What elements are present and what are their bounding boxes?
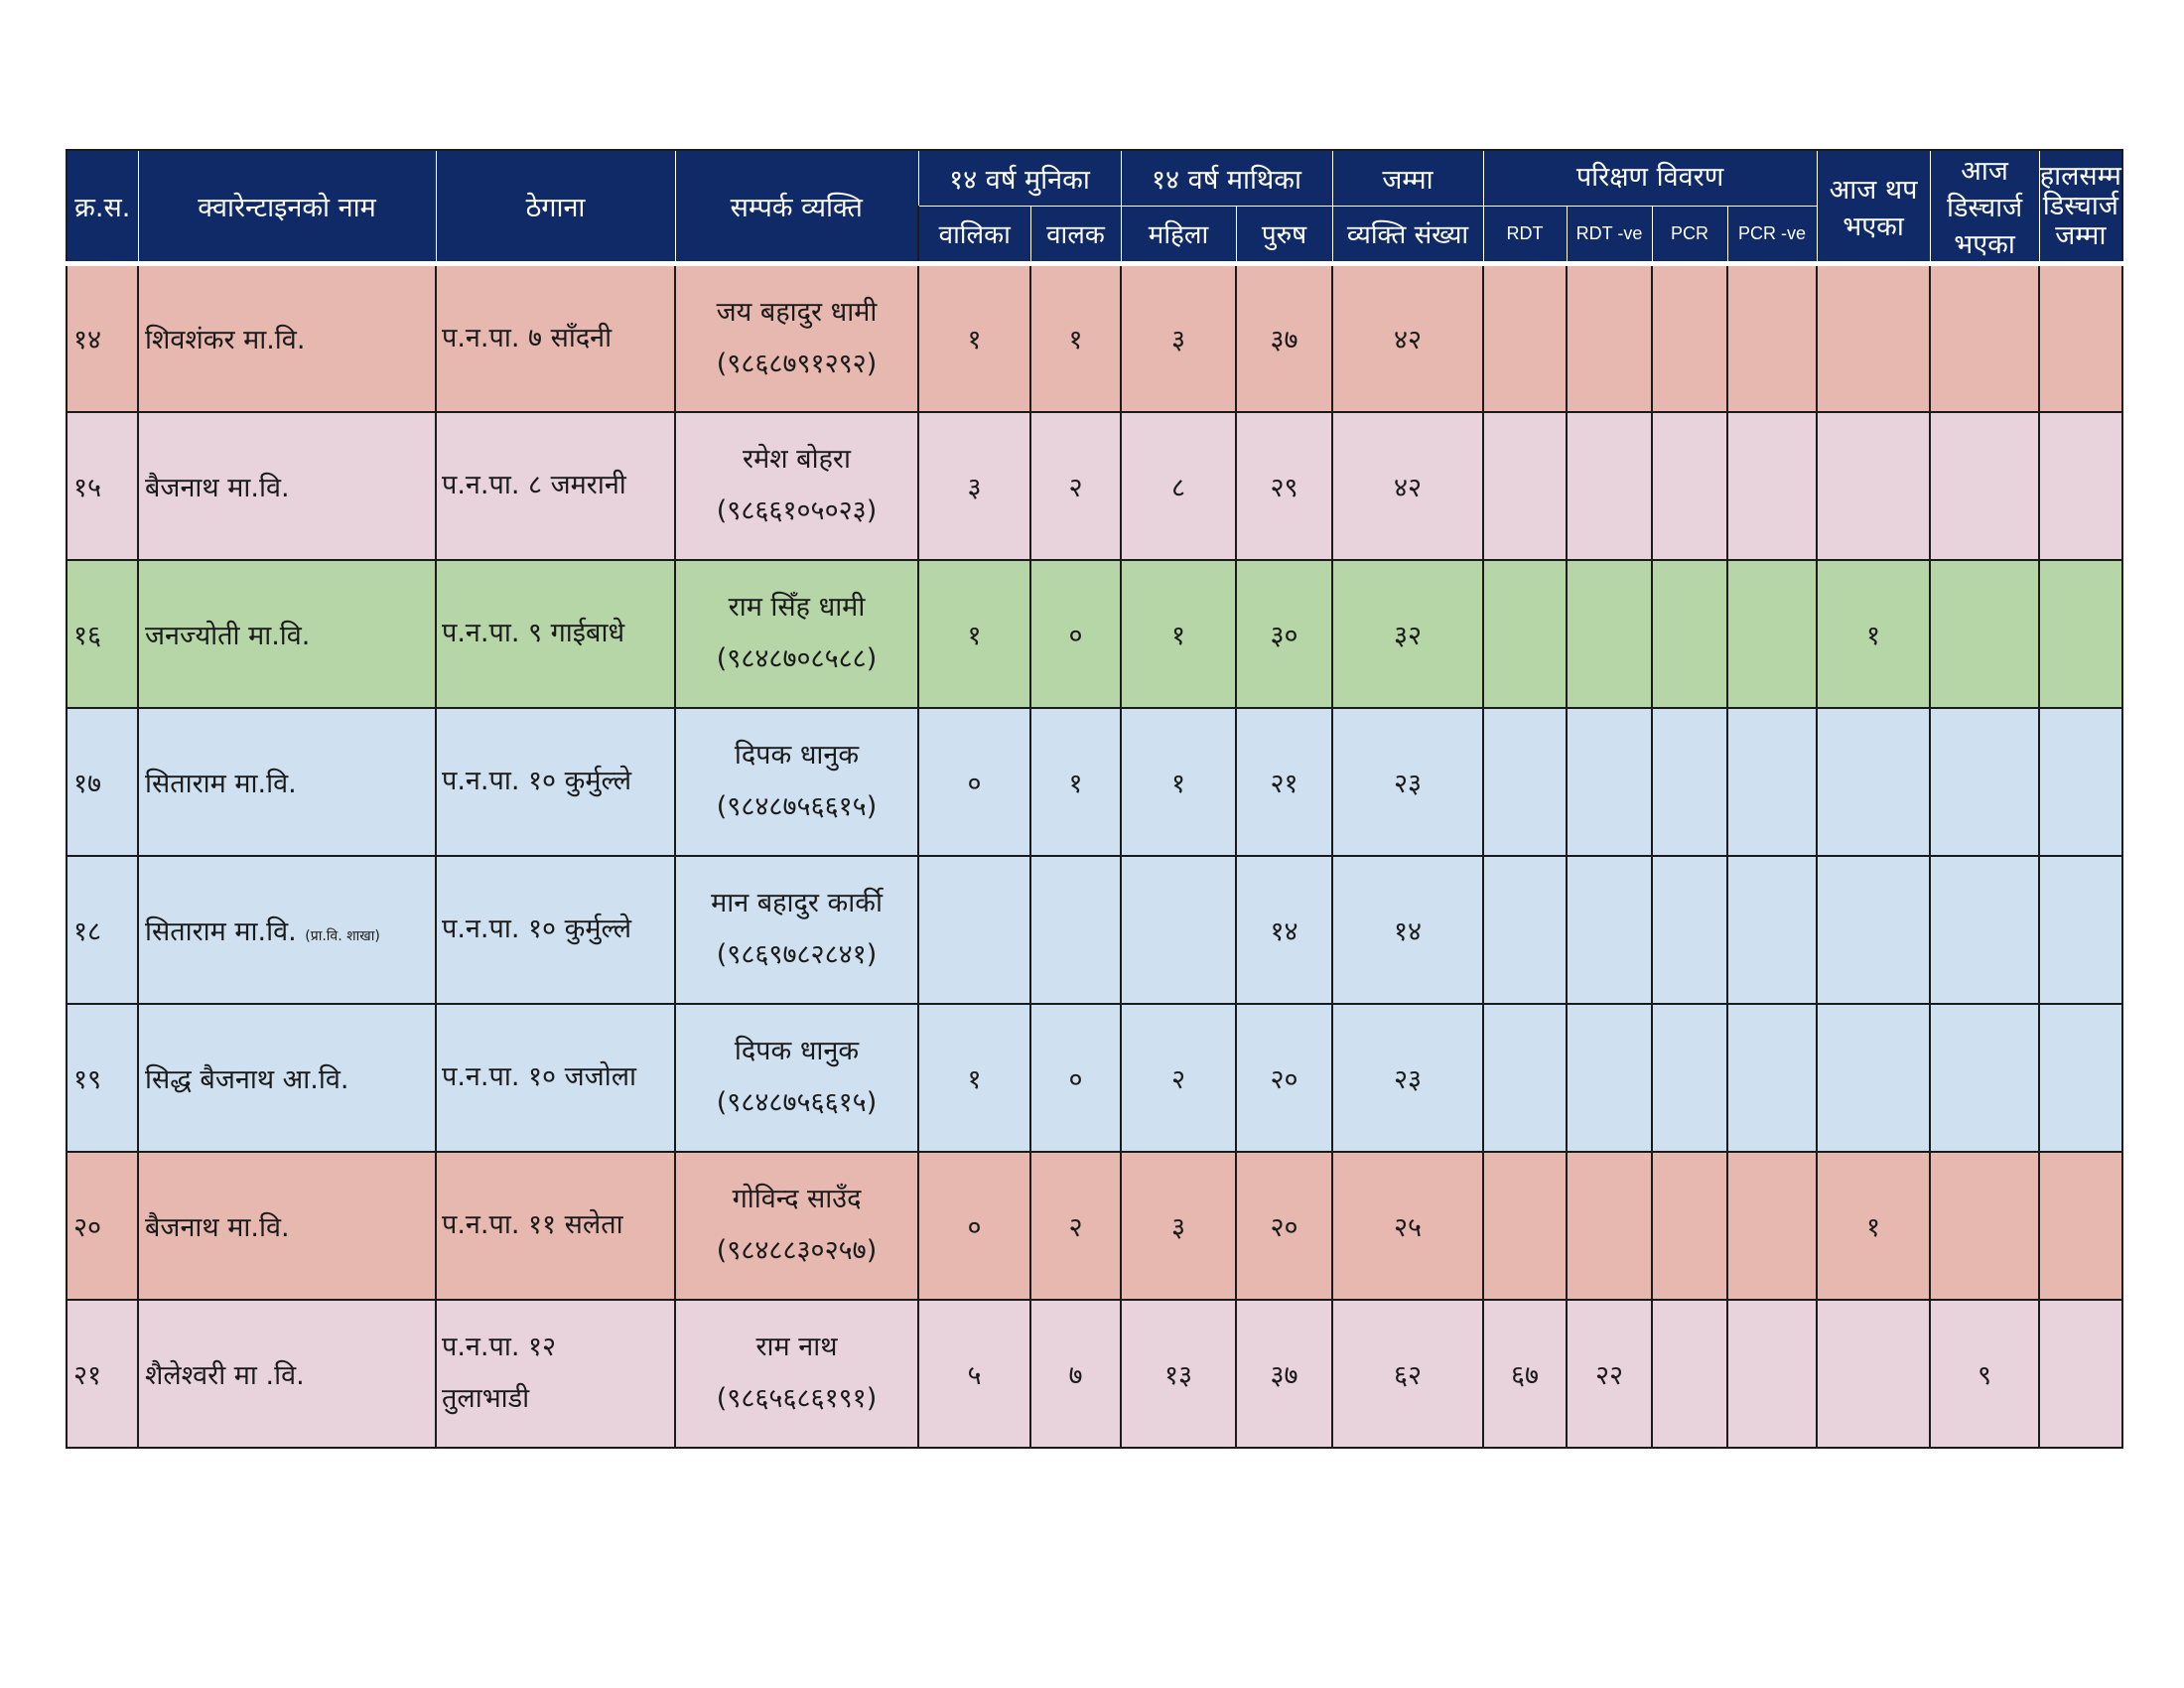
cell-contact xyxy=(675,412,918,560)
cell-contact xyxy=(675,264,918,412)
table-body xyxy=(67,264,2122,1448)
cell-pcr-neg xyxy=(1727,1300,1817,1448)
cell-rdt: ६७ xyxy=(1483,1300,1567,1448)
cell-quarantine-name xyxy=(138,1004,436,1152)
contact-name: राम सिँह धामी xyxy=(728,592,866,623)
cell-boys: २ xyxy=(1030,412,1121,560)
cell-girls: ० xyxy=(918,708,1030,856)
address-line1: प.न.पा. १० कुर्मुल्ले xyxy=(442,766,632,796)
header-added-today-line1: आज थप xyxy=(1829,174,1918,206)
cell-serial: २० xyxy=(67,1152,138,1300)
cell-pcr xyxy=(1652,1300,1727,1448)
cell-total: ३२ xyxy=(1332,560,1483,708)
header-discharged-total-line3: जम्मा xyxy=(2055,219,2107,251)
cell-pcr xyxy=(1652,560,1727,708)
cell-pcr-neg xyxy=(1727,708,1817,856)
cell-boys: १ xyxy=(1030,708,1121,856)
table-header xyxy=(67,150,2122,264)
cell-discharged-total xyxy=(2039,856,2122,1004)
cell-pcr-neg xyxy=(1727,856,1817,1004)
cell-girls: ३ xyxy=(918,412,1030,560)
cell-discharged-today xyxy=(1930,560,2039,708)
header-discharged-today-line1: आज डिस्चार्ज xyxy=(1947,156,2023,223)
contact-name: दिपक धानुक xyxy=(734,740,860,771)
cell-added-today xyxy=(1817,708,1930,856)
cell-girls: ० xyxy=(918,1152,1030,1300)
header-discharged-today-line2: भएका xyxy=(1954,229,2015,260)
cell-address xyxy=(436,264,675,412)
cell-discharged-total xyxy=(2039,1004,2122,1152)
header-women: महिला xyxy=(1121,206,1236,263)
cell-boys: ७ xyxy=(1030,1300,1121,1448)
header-pcr-neg: PCR -ve xyxy=(1727,206,1817,263)
cell-men: ३० xyxy=(1236,560,1332,708)
header-added-today xyxy=(1817,150,1930,264)
table-row xyxy=(67,412,2122,560)
quarantine-name-text: सिताराम मा.वि. xyxy=(145,915,297,947)
cell-women: १ xyxy=(1121,708,1236,856)
cell-pcr-neg xyxy=(1727,1004,1817,1152)
quarantine-name-text: जनज्योती मा.वि. xyxy=(145,620,311,651)
cell-women: ३ xyxy=(1121,264,1236,412)
cell-total: ४२ xyxy=(1332,412,1483,560)
cell-discharged-total xyxy=(2039,264,2122,412)
cell-boys: २ xyxy=(1030,1152,1121,1300)
cell-boys xyxy=(1030,856,1121,1004)
cell-address xyxy=(436,560,675,708)
cell-serial: १७ xyxy=(67,708,138,856)
cell-boys: ० xyxy=(1030,1004,1121,1152)
cell-contact xyxy=(675,856,918,1004)
table-row xyxy=(67,264,2122,412)
cell-serial: १८ xyxy=(67,856,138,1004)
table-row xyxy=(67,1152,2122,1300)
cell-quarantine-name xyxy=(138,708,436,856)
contact-name: दिपक धानुक xyxy=(734,1036,860,1066)
cell-rdt-neg xyxy=(1567,264,1652,412)
contact-name: गोविन्द साउँद xyxy=(732,1184,862,1214)
cell-men: ३७ xyxy=(1236,264,1332,412)
header-pcr: PCR xyxy=(1652,206,1727,263)
quarantine-table xyxy=(66,149,2123,1449)
cell-address xyxy=(436,856,675,1004)
cell-boys: १ xyxy=(1030,264,1121,412)
cell-total: ६२ xyxy=(1332,1300,1483,1448)
cell-quarantine-name xyxy=(138,1152,436,1300)
cell-serial: १६ xyxy=(67,560,138,708)
cell-rdt-neg xyxy=(1567,560,1652,708)
table-row xyxy=(67,1004,2122,1152)
cell-rdt xyxy=(1483,856,1567,1004)
cell-total: २३ xyxy=(1332,708,1483,856)
cell-serial: १४ xyxy=(67,264,138,412)
cell-rdt-neg xyxy=(1567,708,1652,856)
cell-quarantine-name xyxy=(138,856,436,1004)
cell-added-today xyxy=(1817,856,1930,1004)
address-line1: प.न.पा. १२ xyxy=(442,1332,557,1362)
cell-women xyxy=(1121,856,1236,1004)
cell-rdt-neg xyxy=(1567,412,1652,560)
cell-quarantine-name xyxy=(138,264,436,412)
cell-total: २५ xyxy=(1332,1152,1483,1300)
cell-address xyxy=(436,412,675,560)
cell-discharged-today xyxy=(1930,856,2039,1004)
contact-phone: (९८४८७०८५८८) xyxy=(716,643,878,674)
cell-total: ४२ xyxy=(1332,264,1483,412)
header-boys: वालक xyxy=(1030,206,1121,263)
cell-girls: १ xyxy=(918,264,1030,412)
cell-discharged-today xyxy=(1930,1152,2039,1300)
cell-rdt-neg xyxy=(1567,856,1652,1004)
header-under-14: १४ वर्ष मुनिका xyxy=(918,150,1121,206)
cell-added-today xyxy=(1817,264,1930,412)
cell-discharged-total xyxy=(2039,1300,2122,1448)
contact-name: रमेश बोहरा xyxy=(743,444,851,475)
address-line1: प.न.पा. ११ सलेता xyxy=(442,1209,623,1240)
cell-contact xyxy=(675,1004,918,1152)
cell-serial: २१ xyxy=(67,1300,138,1448)
address-line1: प.न.पा. ९ गाईबाधे xyxy=(442,618,625,648)
cell-contact xyxy=(675,560,918,708)
contact-phone: (९८६५६८६१९१) xyxy=(716,1383,878,1414)
cell-discharged-today: ९ xyxy=(1930,1300,2039,1448)
quarantine-name-text: सिताराम मा.वि. xyxy=(145,768,297,799)
cell-boys: ० xyxy=(1030,560,1121,708)
cell-discharged-today xyxy=(1930,264,2039,412)
cell-women: ८ xyxy=(1121,412,1236,560)
cell-girls: १ xyxy=(918,1004,1030,1152)
cell-serial: १५ xyxy=(67,412,138,560)
cell-rdt xyxy=(1483,708,1567,856)
header-rdt: RDT xyxy=(1483,206,1567,263)
cell-address xyxy=(436,708,675,856)
header-rdt-neg: RDT -ve xyxy=(1567,206,1652,263)
header-contact-person: सम्पर्क व्यक्ति xyxy=(675,150,918,264)
header-discharged-total-line2: डिस्चार्ज xyxy=(2042,190,2118,221)
table-row xyxy=(67,1300,2122,1448)
cell-women: १३ xyxy=(1121,1300,1236,1448)
cell-rdt xyxy=(1483,412,1567,560)
contact-phone: (९८४८७५६६१५) xyxy=(716,1087,878,1118)
cell-total: १४ xyxy=(1332,856,1483,1004)
cell-contact xyxy=(675,1300,918,1448)
contact-name: मान बहादुर कार्की xyxy=(711,888,883,918)
address-line2: तुलाभाडी xyxy=(442,1383,530,1414)
header-quarantine-name: क्वारेन्टाइनको नाम xyxy=(138,150,436,264)
cell-girls: १ xyxy=(918,560,1030,708)
header-discharged-total-line1: हालसम्म xyxy=(2039,160,2121,192)
cell-pcr xyxy=(1652,264,1727,412)
cell-pcr xyxy=(1652,708,1727,856)
cell-discharged-total xyxy=(2039,560,2122,708)
cell-discharged-total xyxy=(2039,412,2122,560)
header-discharged-total xyxy=(2039,150,2122,264)
cell-rdt xyxy=(1483,1004,1567,1152)
quarantine-name-tag: (प्रा.वि. शाखा) xyxy=(305,927,380,944)
cell-total: २३ xyxy=(1332,1004,1483,1152)
table-row xyxy=(67,856,2122,1004)
header-total-line1: जम्मा xyxy=(1332,150,1483,206)
cell-girls xyxy=(918,856,1030,1004)
cell-discharged-today xyxy=(1930,412,2039,560)
quarantine-name-text: बैजनाथ मा.वि. xyxy=(145,472,290,503)
header-added-today-line2: भएका xyxy=(1843,211,1904,242)
cell-pcr xyxy=(1652,1004,1727,1152)
contact-phone: (९८४८८३०२५७) xyxy=(716,1235,878,1266)
header-discharged-today xyxy=(1930,150,2039,264)
cell-added-today: १ xyxy=(1817,1152,1930,1300)
cell-added-today xyxy=(1817,412,1930,560)
cell-pcr-neg xyxy=(1727,1152,1817,1300)
header-girls: वालिका xyxy=(918,206,1030,263)
contact-phone: (९८६८७९१२९२) xyxy=(716,348,878,379)
cell-women: २ xyxy=(1121,1004,1236,1152)
cell-rdt-neg: २२ xyxy=(1567,1300,1652,1448)
cell-girls: ५ xyxy=(918,1300,1030,1448)
contact-name: जय बहादुर धामी xyxy=(716,296,878,328)
cell-added-today xyxy=(1817,1300,1930,1448)
quarantine-name-text: बैजनाथ मा.वि. xyxy=(145,1211,290,1243)
address-line1: प.न.पा. १० जजोला xyxy=(442,1061,637,1092)
cell-men: २१ xyxy=(1236,708,1332,856)
cell-serial: १९ xyxy=(67,1004,138,1152)
header-serial: क्र.स. xyxy=(67,150,138,264)
header-test-details: परिक्षण विवरण xyxy=(1483,150,1817,206)
cell-rdt xyxy=(1483,264,1567,412)
header-total-line2: व्यक्ति संख्या xyxy=(1332,206,1483,263)
contact-name: राम नाथ xyxy=(755,1332,838,1362)
cell-pcr-neg xyxy=(1727,264,1817,412)
cell-women: १ xyxy=(1121,560,1236,708)
table-row xyxy=(67,708,2122,856)
cell-address xyxy=(436,1300,675,1448)
cell-quarantine-name xyxy=(138,412,436,560)
cell-pcr xyxy=(1652,856,1727,1004)
quarantine-name-text: सिद्ध बैजनाथ आ.वि. xyxy=(145,1063,349,1095)
cell-pcr-neg xyxy=(1727,560,1817,708)
cell-contact xyxy=(675,1152,918,1300)
cell-men: २० xyxy=(1236,1004,1332,1152)
cell-men: ३७ xyxy=(1236,1300,1332,1448)
cell-discharged-total xyxy=(2039,708,2122,856)
cell-men: २९ xyxy=(1236,412,1332,560)
cell-pcr xyxy=(1652,412,1727,560)
table-row xyxy=(67,560,2122,708)
cell-discharged-today xyxy=(1930,708,2039,856)
cell-discharged-total xyxy=(2039,1152,2122,1300)
cell-address xyxy=(436,1004,675,1152)
cell-quarantine-name xyxy=(138,1300,436,1448)
cell-rdt-neg xyxy=(1567,1152,1652,1300)
cell-pcr-neg xyxy=(1727,412,1817,560)
contact-phone: (९८४८७५६६१५) xyxy=(716,791,878,822)
contact-phone: (९८६६१०५०२३) xyxy=(716,495,878,526)
address-line1: प.न.पा. ७ साँदनी xyxy=(442,322,613,353)
cell-pcr xyxy=(1652,1152,1727,1300)
header-over-14: १४ वर्ष माथिका xyxy=(1121,150,1332,206)
cell-contact xyxy=(675,708,918,856)
address-line1: प.न.पा. ८ जमरानी xyxy=(442,470,626,500)
address-line1: प.न.पा. १० कुर्मुल्ले xyxy=(442,914,632,944)
cell-quarantine-name xyxy=(138,560,436,708)
header-address: ठेगाना xyxy=(436,150,675,264)
quarantine-name-text: शिवशंकर मा.वि. xyxy=(145,325,306,356)
quarantine-name-text: शैलेश्वरी मा .वि. xyxy=(145,1359,305,1391)
cell-discharged-today xyxy=(1930,1004,2039,1152)
cell-address xyxy=(436,1152,675,1300)
header-men: पुरुष xyxy=(1236,206,1332,263)
cell-added-today xyxy=(1817,1004,1930,1152)
contact-phone: (९८६९७८२८४१) xyxy=(716,939,878,970)
cell-men: २० xyxy=(1236,1152,1332,1300)
cell-rdt-neg xyxy=(1567,1004,1652,1152)
cell-added-today: १ xyxy=(1817,560,1930,708)
cell-men: १४ xyxy=(1236,856,1332,1004)
cell-rdt xyxy=(1483,560,1567,708)
cell-women: ३ xyxy=(1121,1152,1236,1300)
cell-rdt xyxy=(1483,1152,1567,1300)
